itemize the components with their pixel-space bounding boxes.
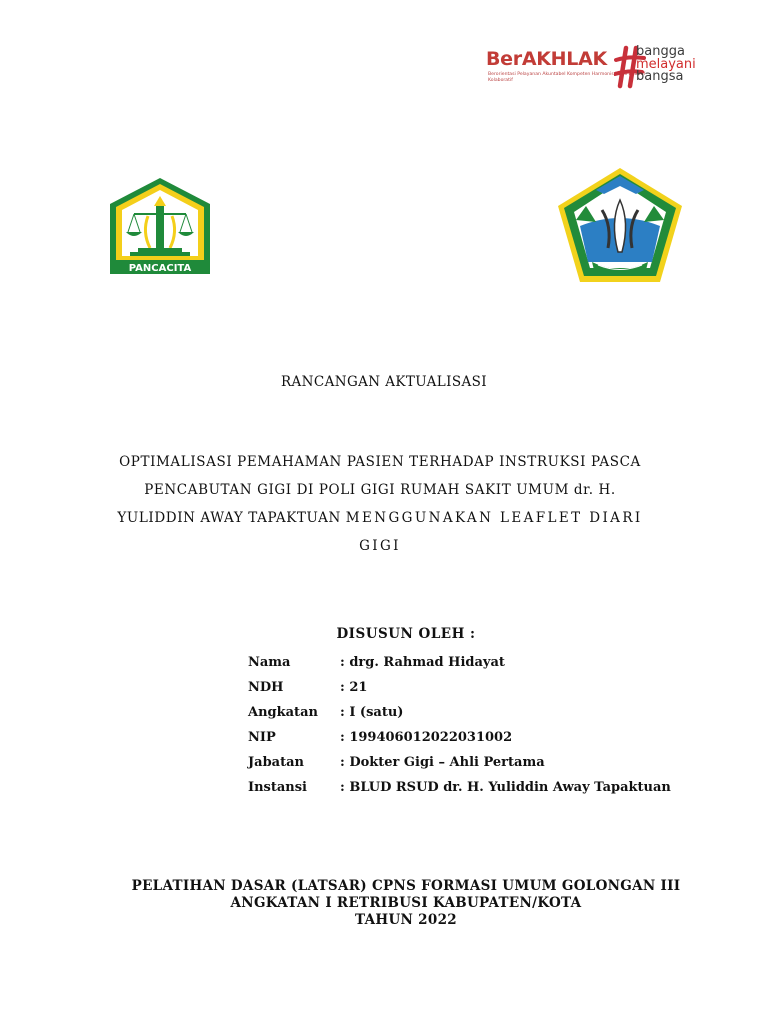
title-line-part: YULIDDIN AWAY TAPAKTUAN: [117, 510, 341, 526]
author-label: NIP: [248, 730, 276, 745]
footer-line: PELATIHAN DASAR (LATSAR) CPNS FORMASI UMUM GOLONGAN III: [131, 878, 681, 894]
author-label: Jabatan: [248, 755, 304, 770]
author-row: [248, 650, 671, 675]
brand-name: [486, 48, 607, 70]
pancacita-label: PANCACITA: [128, 263, 192, 274]
author-value: : BLUD RSUD dr. H. Yuliddin Away Tapaktuan: [340, 780, 671, 795]
tagline-word: melayani: [636, 56, 696, 72]
author-value: : I (satu): [340, 705, 404, 720]
document-title: [110, 448, 650, 560]
title-line-part: MENGGUNAKAN LEAFLET DIARI: [345, 510, 643, 526]
brand-name-part2: AKHLAK: [521, 48, 607, 70]
footer-line: TAHUN 2022: [355, 912, 457, 928]
author-row: [248, 725, 671, 750]
author-row: [248, 675, 671, 700]
author-value: : Dokter Gigi – Ahli Pertama: [340, 755, 545, 770]
author-row: [248, 775, 671, 800]
training-footer: [100, 878, 712, 929]
pancacita-emblem-icon: [108, 176, 212, 276]
tagline-word: bangsa: [636, 69, 684, 84]
title-line: [110, 504, 650, 532]
brand-subtitle: Berorientasi Pelayanan Akuntabel Kompeten Harmonis Loyal Adaptif Kolaboratif: [488, 72, 646, 83]
title-line: OPTIMALISASI PEMAHAMAN PASIEN TERHADAP INSTRUKSI PASCA: [119, 454, 641, 470]
author-value: : 199406012022031002: [340, 730, 513, 745]
author-row: [248, 700, 671, 725]
author-value: : 21: [340, 680, 368, 695]
title-line: GIGI: [359, 538, 401, 554]
author-label: Instansi: [248, 780, 307, 795]
berakhlak-logo: [486, 44, 710, 94]
author-row: [248, 750, 671, 775]
brand-tagline: [636, 46, 696, 84]
title-line: PENCABUTAN GIGI DI POLI GIGI RUMAH SAKIT UMUM dr. H.: [144, 482, 616, 498]
author-table: [248, 650, 671, 800]
tagline-word: bangga: [636, 44, 685, 59]
author-label: Nama: [248, 655, 291, 670]
author-label: Angkatan: [248, 705, 318, 720]
brand-name-part1: Ber: [486, 48, 522, 70]
author-label: NDH: [248, 680, 284, 695]
aceh-selatan-emblem-icon: [556, 166, 684, 284]
footer-line: ANGKATAN I RETRIBUSI KABUPATEN/KOTA: [230, 895, 582, 911]
document-type: RANCANGAN AKTUALISASI: [280, 374, 488, 390]
author-value: : drg. Rahmad Hidayat: [340, 655, 505, 670]
author-heading: DISUSUN OLEH :: [336, 626, 476, 642]
